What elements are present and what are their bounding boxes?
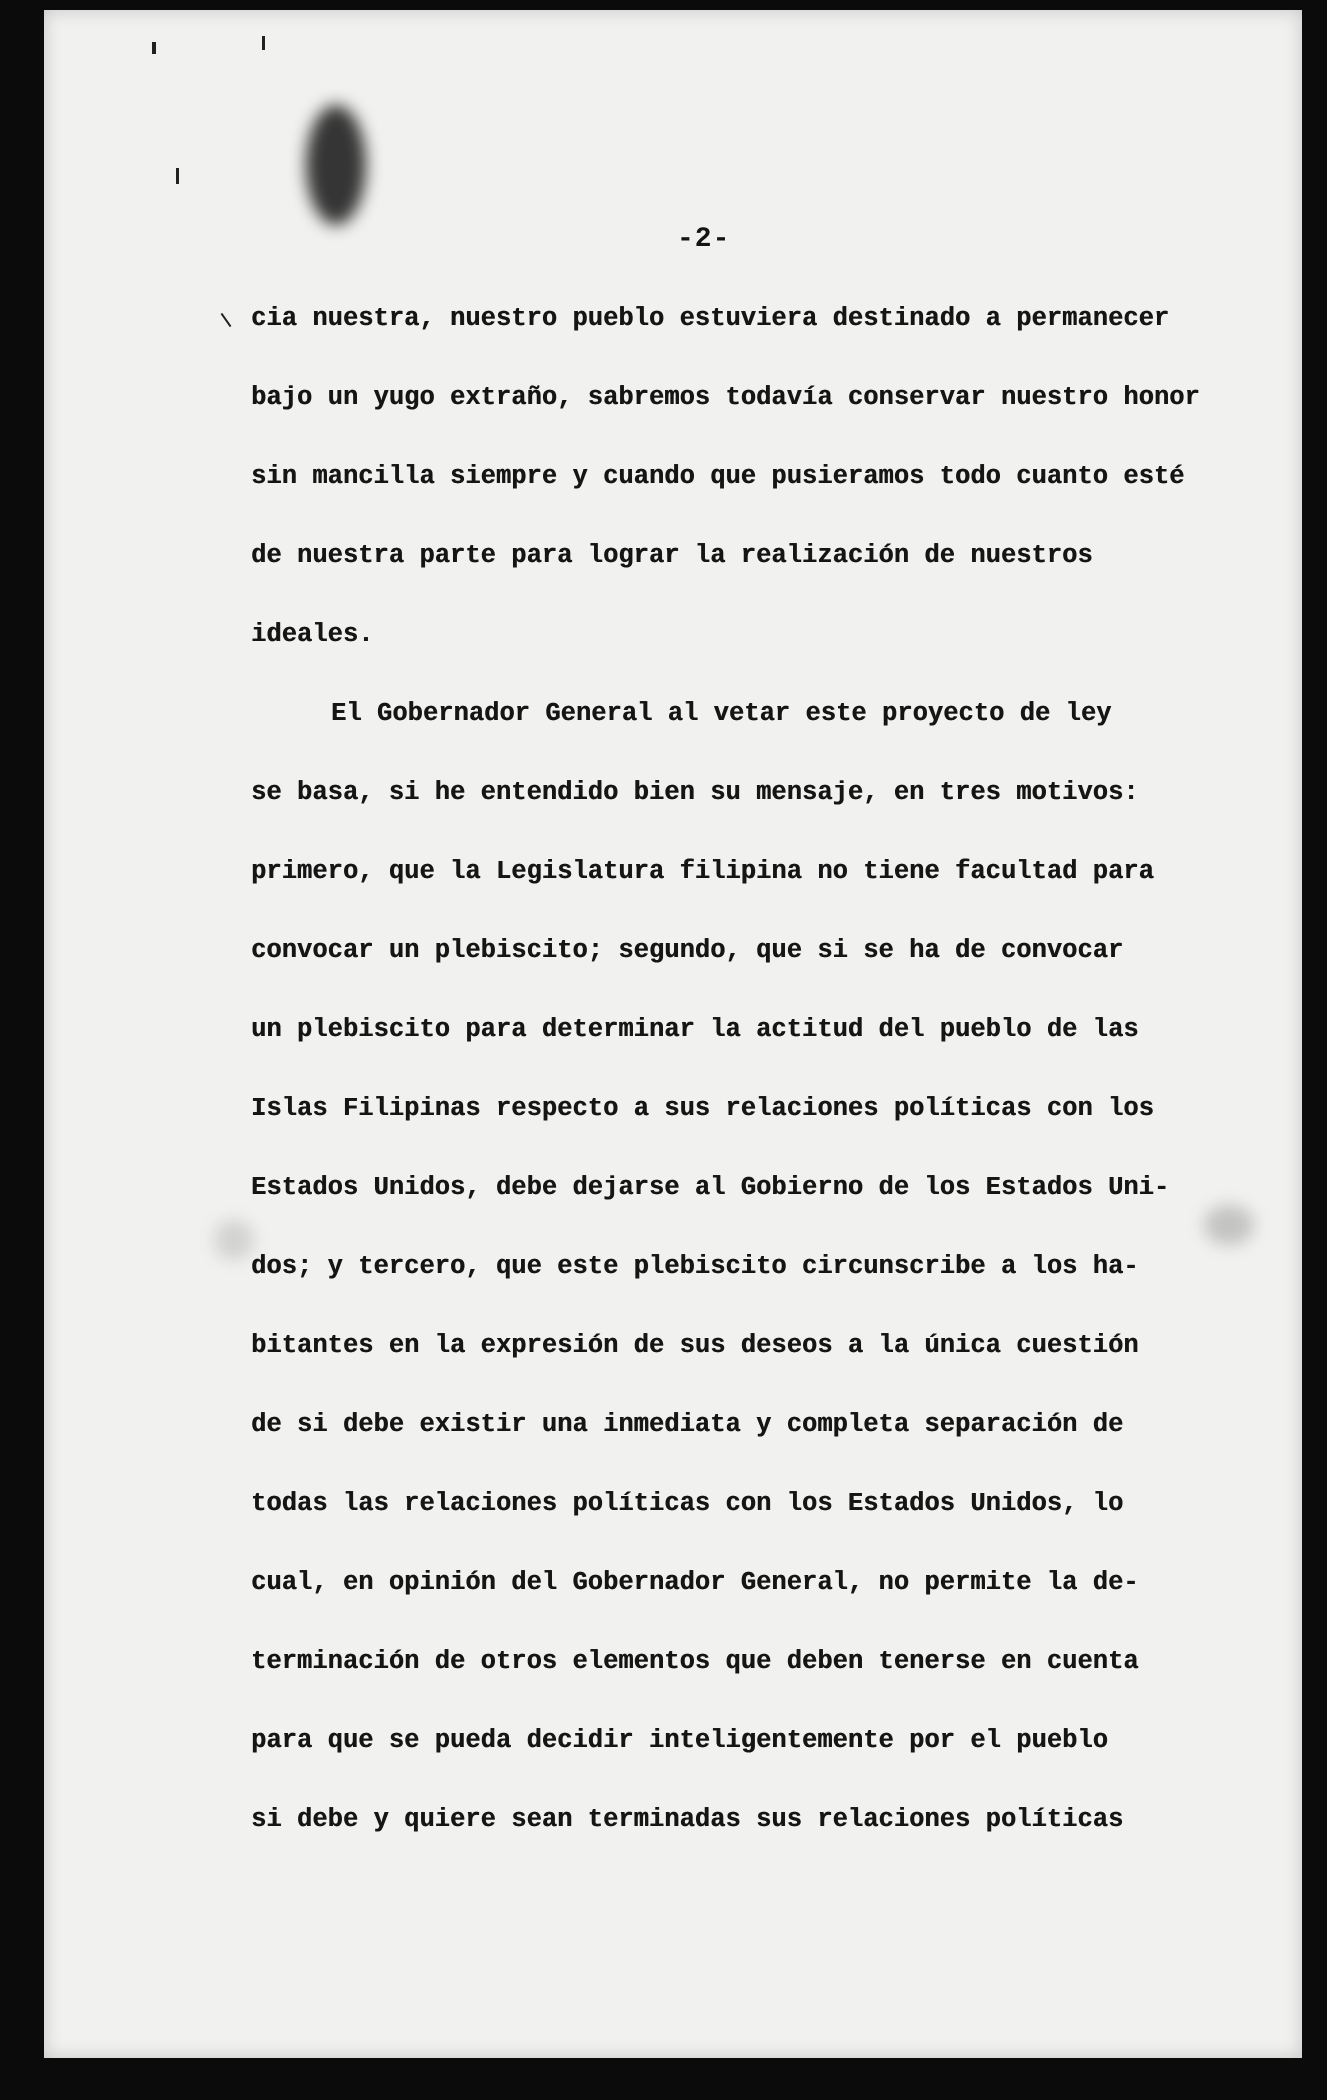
text-line: Estados Unidos, debe dejarse al Gobierno de los Estados Uni- xyxy=(251,1173,1170,1202)
text-line: bajo un yugo extraño, sabremos todavía conservar nuestro honor xyxy=(251,383,1200,412)
text-line: cia nuestra, nuestro pueblo estuviera destinado a permanecer xyxy=(251,304,1170,333)
text-line: cual, en opinión del Gobernador General, no permite la de- xyxy=(251,1568,1139,1597)
text-line: un plebiscito para determinar la actitud del pueblo de las xyxy=(251,1015,1139,1044)
text-line: primero, que la Legislatura filipina no tiene facultad para xyxy=(251,857,1154,886)
text-line: ideales. xyxy=(251,620,374,649)
text-line: todas las relaciones políticas con los Estados Unidos, lo xyxy=(251,1489,1124,1518)
ink-smudge xyxy=(306,105,366,225)
text-line: de si debe existir una inmediata y completa separación de xyxy=(251,1410,1124,1439)
speck-mark xyxy=(262,36,265,50)
speck-mark xyxy=(176,168,179,184)
text-line: terminación de otros elementos que deben tenerse en cuenta xyxy=(251,1647,1139,1676)
paper-stain xyxy=(214,1220,254,1260)
text-line: bitantes en la expresión de sus deseos a la única cuestión xyxy=(251,1331,1139,1360)
text-line: convocar un plebiscito; segundo, que si se ha de convocar xyxy=(251,936,1124,965)
text-line: Islas Filipinas respecto a sus relaciones políticas con los xyxy=(251,1094,1154,1123)
text-line: si debe y quiere sean terminadas sus relaciones políticas xyxy=(251,1805,1124,1834)
text-line: de nuestra parte para lograr la realización de nuestros xyxy=(251,541,1093,570)
speck-mark xyxy=(152,42,156,54)
page-number: -2- xyxy=(677,224,731,255)
paragraph-start-line: El Gobernador General al vetar este proyecto de ley xyxy=(331,699,1112,728)
text-line: se basa, si he entendido bien su mensaje, en tres motivos: xyxy=(251,778,1139,807)
text-line: dos; y tercero, que este plebiscito circunscribe a los ha- xyxy=(251,1252,1139,1281)
text-line: para que se pueda decidir inteligentemente por el pueblo xyxy=(251,1726,1108,1755)
body-text xyxy=(251,297,1231,1877)
text-line: sin mancilla siempre y cuando que pusieramos todo cuanto esté xyxy=(251,462,1185,491)
